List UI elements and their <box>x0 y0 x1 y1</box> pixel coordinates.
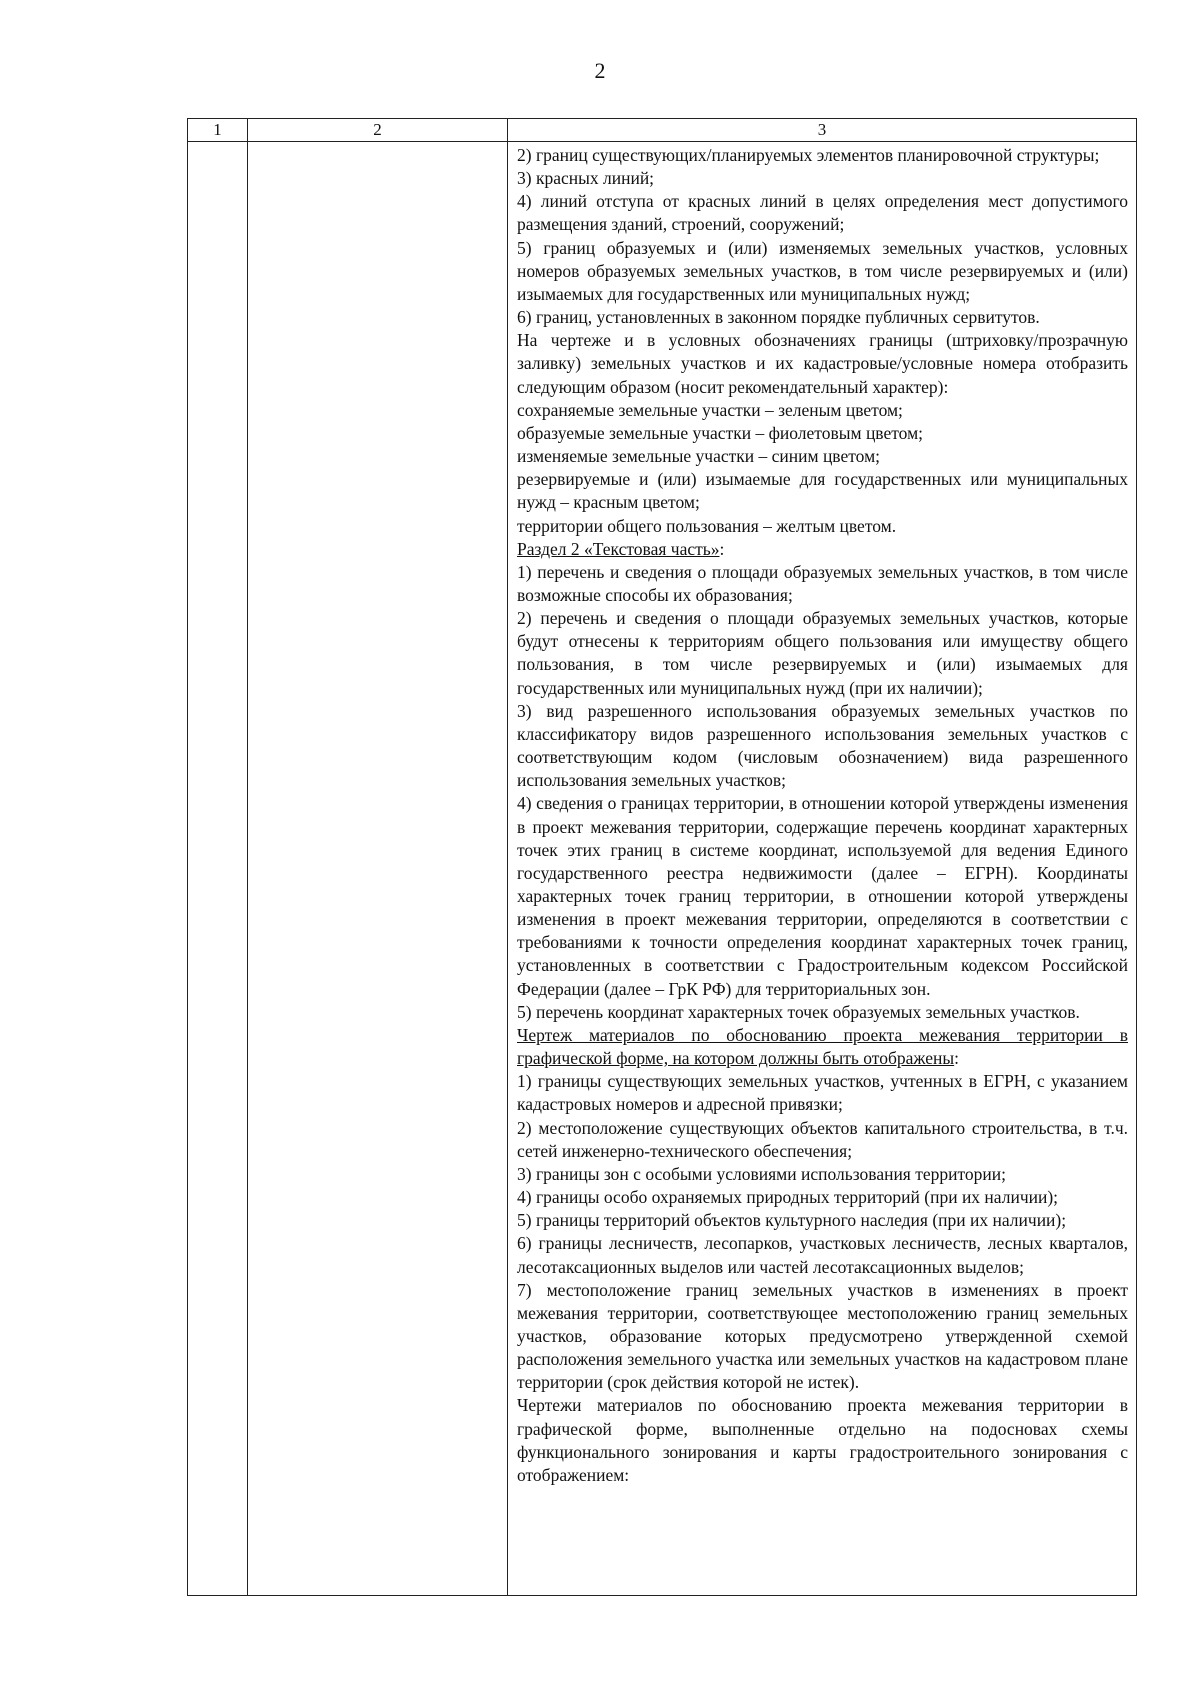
cell-requirements <box>508 142 1137 1596</box>
table-header-row <box>188 119 1137 142</box>
paragraph-text: 5) границы территорий объектов культурного наследия (при их наличии); <box>517 1210 1067 1231</box>
text-paragraph <box>517 468 1128 514</box>
paragraph-text: 4) сведения о границах территории, в отношении которой утверждены изменения в проект межевания территории, содержащие перечень координат характерных точек этих границ в системе координат, используемой для ведения Единого государственного реестра недвижимости (далее – ЕГРН). Координаты характерных точек границ территории, в отношении которой утверждены изменения в проект межевания территории, определяются в соответствии с требованиями к точности определения координат характерных точек границ, установленных в соответствии с Градостроительным кодексом Российской Федерации (далее – ГрК РФ) для территориальных зон. <box>517 793 1128 999</box>
paragraph-text: 2) перечень и сведения о площади образуемых земельных участков, которые будут отнесены к территориям общего пользования или имуществу общего пользования, в том числе резервируемых и (или) изымаемых для государственных или муниципальных нужд (при их наличии); <box>517 608 1128 698</box>
requirements-text <box>508 142 1136 1487</box>
cell-number <box>188 142 248 1596</box>
paragraph-text: изменяемые земельные участки – синим цветом; <box>517 446 881 467</box>
paragraph-text: 5) перечень координат характерных точек образуемых земельных участков. <box>517 1001 1080 1022</box>
text-paragraph <box>517 329 1128 398</box>
text-paragraph <box>517 167 1128 190</box>
text-paragraph <box>517 1001 1128 1024</box>
text-paragraph <box>517 1209 1128 1232</box>
paragraph-text: На чертеже и в условных обозначениях границы (штриховку/прозрачную заливку) земельных участков и их кадастровые/условные номера отобразить следующим образом (носит рекомендательный характер): <box>517 330 1128 397</box>
paragraph-text: 3) границы зон с особыми условиями использования территории; <box>517 1163 1007 1184</box>
text-paragraph <box>517 538 1128 561</box>
text-paragraph <box>517 1186 1128 1209</box>
text-paragraph <box>517 306 1128 329</box>
paragraph-text: 2) местоположение существующих объектов капитального строительства, в т.ч. сетей инженерно-технического обеспечения; <box>517 1117 1128 1161</box>
paragraph-text: территории общего пользования – желтым цветом. <box>517 515 897 536</box>
column-header-1: 1 <box>188 119 248 142</box>
text-paragraph <box>517 792 1128 1000</box>
paragraph-text: 3) вид разрешенного использования образуемых земельных участков по классификатору видов разрешенного использования земельных участков с соответствующим кодом (числовым обозначением) вида разрешенного использования земельных участков; <box>517 700 1128 791</box>
paragraph-text: 7) местоположение границ земельных участков в изменениях в проект межевания территории, соответствующее местоположению границ земельных участков, образование которых предусмотрено утвержденной схемой расположения земельного участка или земельных участков на кадастровом плане территории (срок действия которой не истек). <box>517 1279 1128 1393</box>
text-paragraph <box>517 607 1128 700</box>
requirements-table <box>187 118 1137 1596</box>
paragraph-text: 6) границы лесничеств, лесопарков, участковых лесничеств, лесных кварталов, лесотаксационных выделов или частей лесотаксационных выделов; <box>517 1233 1128 1277</box>
paragraph-text: 2) границ существующих/планируемых элементов планировочной структуры; <box>517 145 1100 165</box>
paragraph-text: 4) границы особо охраняемых природных территорий (при их наличии); <box>517 1187 1059 1208</box>
text-paragraph <box>517 1232 1128 1278</box>
text-paragraph <box>517 144 1128 167</box>
text-paragraph <box>517 1279 1128 1395</box>
column-header-2: 2 <box>248 119 508 142</box>
text-paragraph <box>517 561 1128 607</box>
paragraph-text: 3) красных линий; <box>517 168 655 189</box>
text-paragraph <box>517 1163 1128 1186</box>
text-paragraph <box>517 1024 1128 1070</box>
text-paragraph <box>517 445 1128 468</box>
paragraph-text: сохраняемые земельные участки – зеленым цветом; <box>517 399 903 420</box>
paragraph-text: 6) границ, установленных в законном порядке публичных сервитутов. <box>517 307 1040 328</box>
paragraph-text: образуемые земельные участки – фиолетовым цветом; <box>517 422 924 443</box>
text-paragraph <box>517 515 1128 538</box>
paragraph-text: 1) перечень и сведения о площади образуемых земельных участков, в том числе возможные способы их образования; <box>517 561 1128 605</box>
column-header-3: 3 <box>508 119 1137 142</box>
paragraph-text: 5) границ образуемых и (или) изменяемых земельных участков, условных номеров образуемых земельных участков, в том числе резервируемых и (или) изымаемых для государственных или муниципальных нужд; <box>517 237 1128 304</box>
paragraph-text: резервируемые и (или) изымаемые для государственных или муниципальных нужд – красным цветом; <box>517 469 1128 513</box>
heading-suffix: : <box>954 1048 960 1069</box>
page-number: 2 <box>594 58 606 83</box>
paragraph-text: Чертежи материалов по обоснованию проекта межевания территории в графической форме, выполненные отдельно на подосновах схемы функционального зонирования и карты градостроительного зонирования с отображением: <box>517 1395 1128 1485</box>
section-heading-text: Чертеж материалов по обоснованию проекта межевания территории в графической форме, на котором должны быть отображены <box>517 1024 1128 1069</box>
paragraph-text: 4) линий отступа от красных линий в целях определения мест допустимого размещения зданий, строений, сооружений; <box>517 191 1128 235</box>
text-paragraph <box>517 1070 1128 1116</box>
text-paragraph <box>517 700 1128 793</box>
text-paragraph <box>517 1394 1128 1487</box>
text-paragraph <box>517 1117 1128 1163</box>
text-paragraph <box>517 422 1128 445</box>
text-paragraph <box>517 399 1128 422</box>
text-paragraph <box>517 237 1128 306</box>
text-paragraph <box>517 190 1128 236</box>
table-row <box>188 142 1137 1596</box>
cell-name <box>248 142 508 1596</box>
heading-suffix: : <box>719 538 725 559</box>
section-heading-text: Раздел 2 «Текстовая часть» <box>517 538 720 559</box>
paragraph-text: 1) границы существующих земельных участков, учтенных в ЕГРН, с указанием кадастровых номеров и адресной привязки; <box>517 1071 1128 1115</box>
